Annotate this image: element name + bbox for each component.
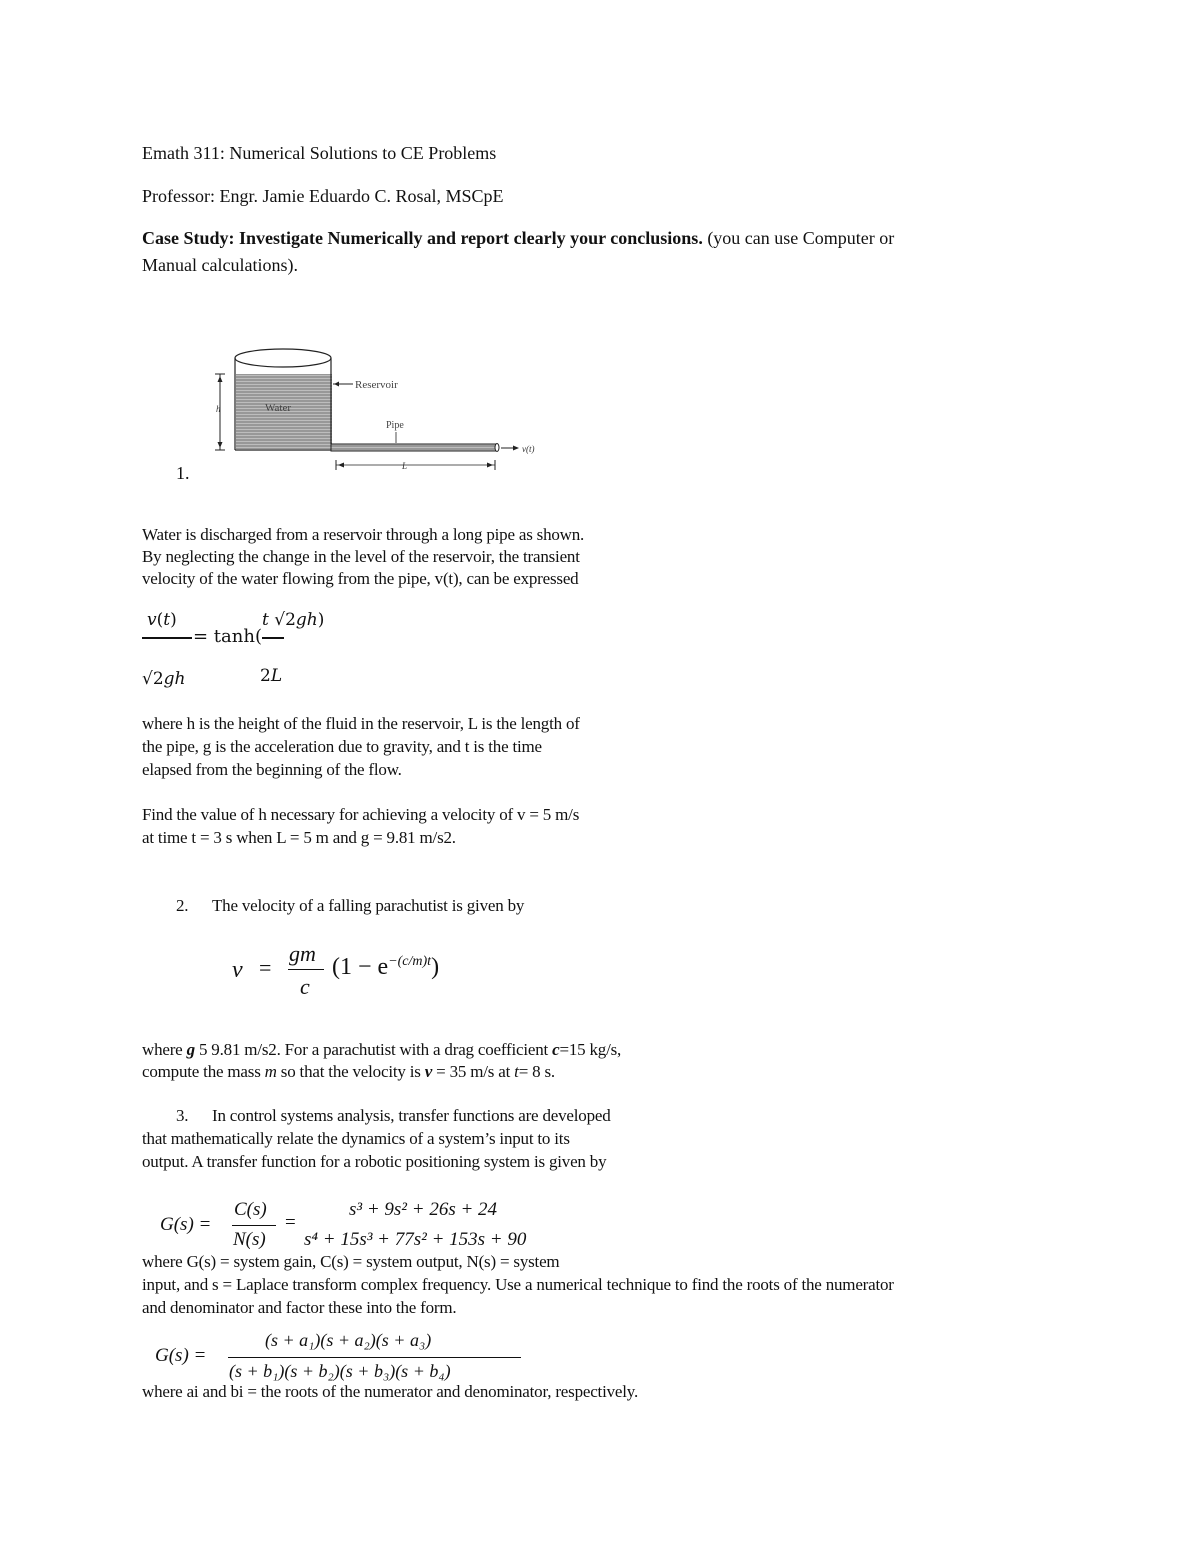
L-label: L — [402, 461, 408, 471]
eq2-denominator: c — [300, 974, 310, 999]
eq1-lhs-numerator: 𝑣(𝑡) — [147, 610, 177, 630]
p2-w1d: =15 kg/s, — [559, 1040, 622, 1059]
eq1-rhs-fraction-bar — [262, 637, 284, 639]
p2-w2c: = 35 m/s at — [432, 1062, 515, 1081]
p1-line-1: Water is discharged from a reservoir through a long pipe as shown. — [142, 525, 585, 544]
reservoir-label: Reservoir — [355, 379, 398, 391]
p2-where-2 — [142, 1062, 555, 1082]
p3-line-2: that mathematically relate the dynamics of a system’s input to its — [142, 1129, 570, 1148]
p2-v: v — [424, 1062, 433, 1081]
p2-m: m — [264, 1062, 277, 1081]
tf-lhs: G(s) = — [160, 1214, 212, 1235]
reservoir-top — [235, 349, 331, 367]
water-label: Water — [265, 402, 291, 414]
p3-where-2: input, and s = Laplace transform complex frequency. Use a numerical technique to find the roots of the numerator — [142, 1275, 894, 1294]
problem1-number: 1. — [176, 463, 190, 483]
eq2-exponent: −(c/m)t — [388, 954, 432, 969]
professor-line: Professor: Engr. Jamie Eduardo C. Rosal, MSCpE — [142, 186, 504, 206]
pipe — [331, 444, 496, 451]
eq2-fraction-bar — [288, 969, 324, 970]
p1-after-3: elapsed from the beginning of the flow. — [142, 760, 402, 779]
tf-denominator-n: N(s) — [233, 1229, 266, 1250]
h-label: h — [216, 404, 221, 414]
problem2-intro: The velocity of a falling parachutist is given by — [212, 896, 525, 915]
eq2-paren-text: (1 − e — [332, 954, 389, 980]
p2-w2d: = 8 s. — [518, 1062, 555, 1081]
tf-denominator-poly: s⁴ + 15s³ + 77s² + 153s + 90 — [304, 1229, 527, 1250]
factored-bar — [228, 1357, 521, 1358]
problem2-number: 2. — [176, 896, 189, 915]
case-study-line — [142, 228, 894, 249]
tf-bar-1 — [232, 1225, 276, 1226]
course-title: Emath 311: Numerical Solutions to CE Problems — [142, 143, 497, 163]
eq1-lhs-denominator: √2𝑔ℎ — [142, 669, 186, 689]
pipe-label: Pipe — [386, 420, 404, 431]
factored-denominator: (s + b₁)(s + b₂)(s + b₃)(s + b₄) — [229, 1361, 451, 1381]
p2-c: c — [552, 1040, 560, 1059]
problem3-number: 3. — [176, 1106, 189, 1125]
p1-after-2: the pipe, g is the acceleration due to gravity, and t is the time — [142, 737, 542, 756]
p2-w1b: 5 9.81 m/s2. For a parachutist with a drag coefficient — [194, 1040, 553, 1059]
eq1-lhs-fraction-bar — [142, 637, 192, 639]
eq2-v: v — [232, 957, 243, 983]
eq1-tanh: = tanh( — [193, 626, 262, 647]
v-label: v(t) — [522, 444, 535, 454]
p3-where-3: and denominator and factor these into the form. — [142, 1298, 457, 1317]
p1-find-2: at time t = 3 s when L = 5 m and g = 9.81 m/s2. — [142, 828, 456, 847]
eq1-rhs-numerator: 𝑡 √2𝑔ℎ) — [262, 610, 325, 630]
p3-final: where ai and bi = the roots of the numerator and denominator, respectively. — [142, 1382, 639, 1401]
p3-line-1: In control systems analysis, transfer functions are developed — [212, 1106, 611, 1125]
tf-numerator-c: C(s) — [234, 1199, 267, 1220]
eq2-close: ) — [431, 954, 440, 980]
case-study-heading: Case Study: Investigate Numerically and report clearly your conclusions. — [142, 228, 703, 248]
eq1-rhs-denominator: 2𝐿 — [260, 666, 283, 686]
p2-g: g — [186, 1040, 195, 1059]
p1-find-1: Find the value of h necessary for achieving a velocity of v = 5 m/s — [142, 805, 580, 824]
reservoir-pipe-figure — [205, 340, 555, 475]
p2-t: t — [514, 1062, 519, 1081]
eq2-paren — [332, 954, 439, 981]
case-study-note: (you can use Computer or — [702, 228, 895, 248]
p3-where-1: where G(s) = system gain, C(s) = system output, N(s) = system — [142, 1252, 560, 1271]
p1-line-2: By neglecting the change in the level of the reservoir, the transient — [142, 547, 580, 566]
case-study-note-cont: Manual calculations). — [142, 255, 298, 275]
tf-numerator-poly: s³ + 9s² + 26s + 24 — [349, 1199, 498, 1220]
p3-line-3: output. A transfer function for a robotic positioning system is given by — [142, 1152, 607, 1171]
factored-numerator: (s + a₁)(s + a₂)(s + a₃) — [265, 1330, 432, 1350]
p1-after-1: where h is the height of the fluid in the reservoir, L is the length of — [142, 714, 580, 733]
p1-line-3: velocity of the water flowing from the pipe, v(t), can be expressed — [142, 569, 579, 588]
p2-w2a: compute the mass — [142, 1062, 265, 1081]
eq2-equals: = — [259, 955, 272, 980]
p2-where-1 — [142, 1040, 621, 1060]
p2-w2b: so that the velocity is — [276, 1062, 425, 1081]
eq2-numerator: gm — [289, 941, 316, 966]
tf-equals: = — [285, 1212, 296, 1233]
p2-w1a: where — [142, 1040, 187, 1059]
factored-lhs: G(s) = — [155, 1345, 207, 1366]
